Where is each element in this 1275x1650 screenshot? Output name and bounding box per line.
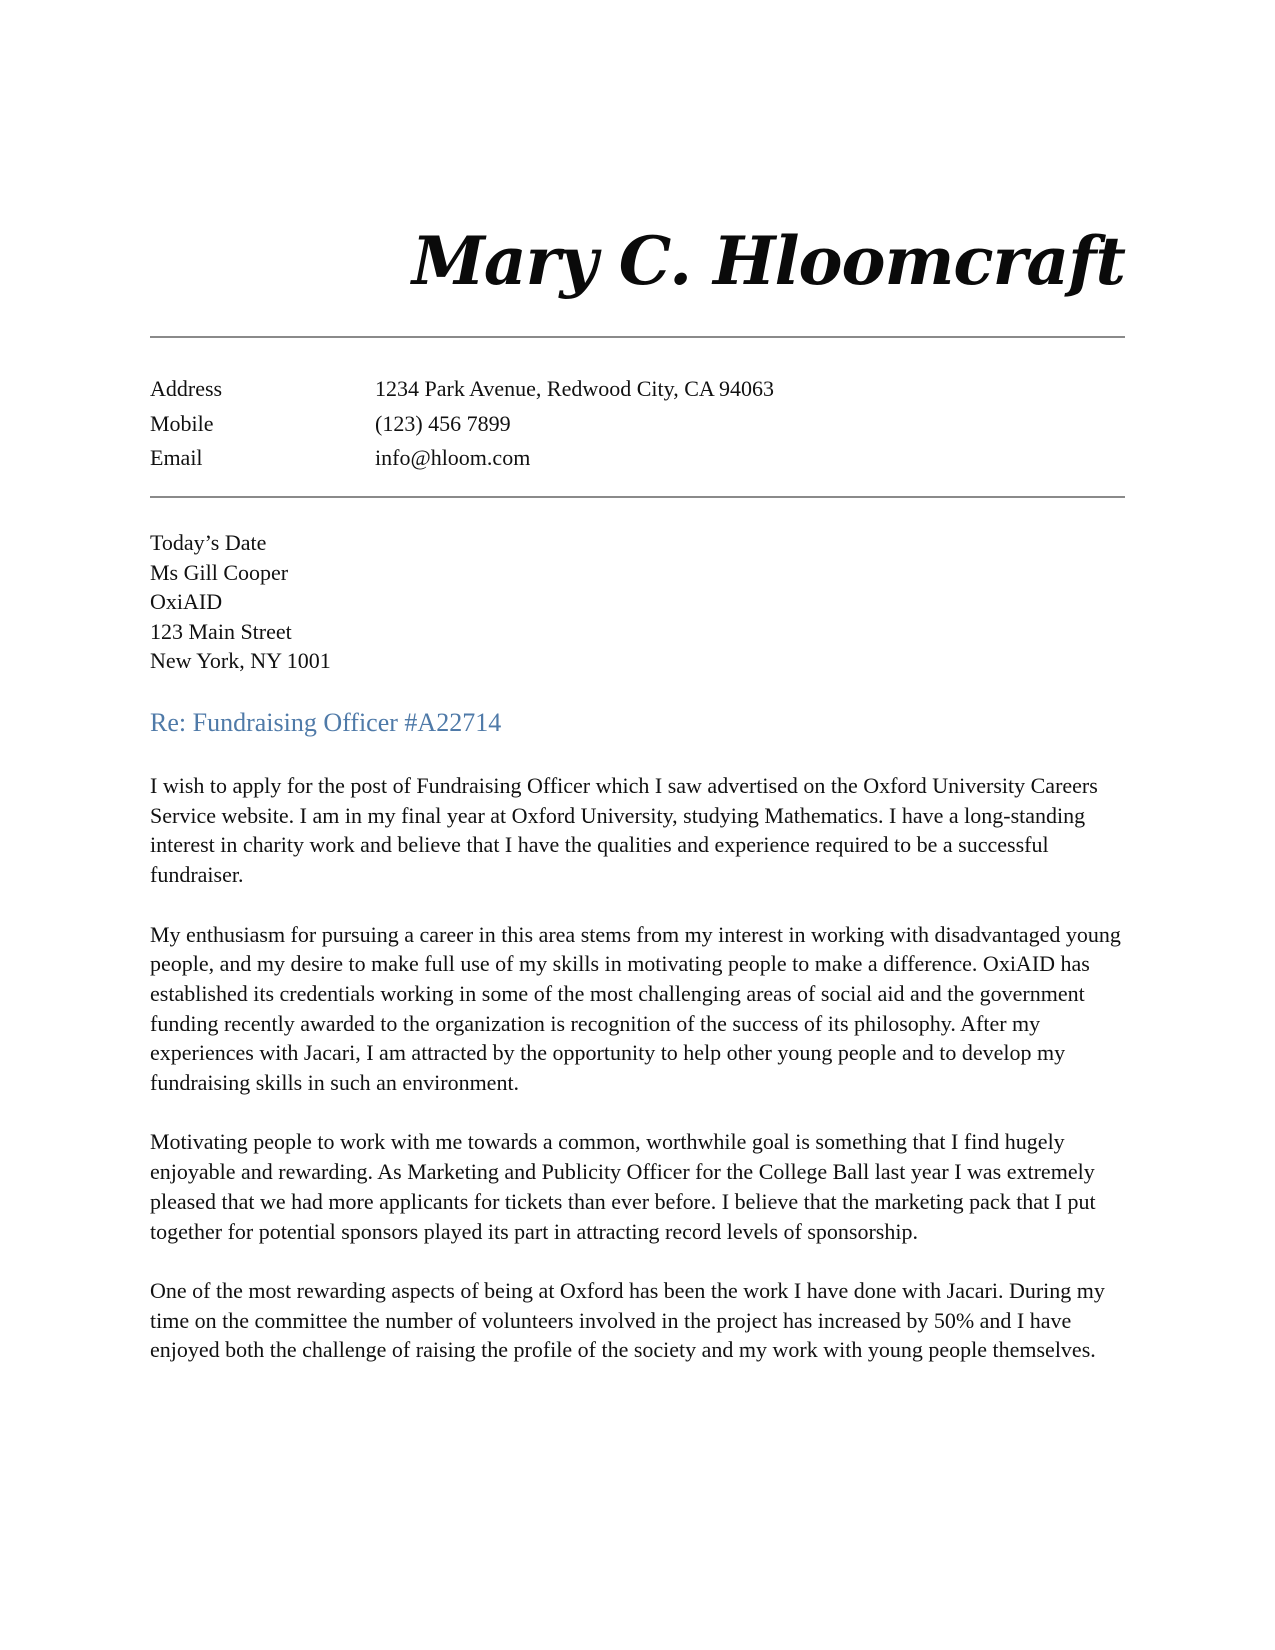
contact-row-address xyxy=(150,372,1125,407)
contact-label: Address xyxy=(150,376,223,401)
contact-value: (123) 456 7899 xyxy=(375,410,511,436)
contact-row-email xyxy=(150,441,1125,476)
body-paragraph: One of the most rewarding aspects of being at Oxford has been the work I have done with Jacari. During my time on the committee the number of volunteers involved in the project has increased by 50% and I have enjoyed both the challenge of raising the profile of the society and my work with young people themselves. xyxy=(150,1277,1105,1363)
letter-body xyxy=(150,771,1135,1395)
header-divider-bottom xyxy=(150,496,1125,498)
contact-label: Email xyxy=(150,445,203,470)
body-paragraph: Motivating people to work with me towards a common, worthwhile goal is something that I find hugely enjoyable and rewarding. As Marketing and Publicity Officer for the College Ball last year I was extremely pleased that we had more applicants for tickets than ever before. I believe that the marketing pack that I put together for potential sponsors played its part in attracting record levels of sponsorship. xyxy=(150,1129,1096,1244)
subject-line: Re: Fundraising Officer #A22714 xyxy=(150,708,502,737)
contact-row-mobile xyxy=(150,407,1125,442)
letter-date: Today’s Date xyxy=(150,530,267,555)
sender-name-heading: Mary C. Hloomcraft xyxy=(411,222,1125,300)
header-divider-top xyxy=(150,336,1125,338)
contact-block xyxy=(150,372,1125,476)
recipient-block xyxy=(150,528,331,676)
recipient-city: New York, NY 1001 xyxy=(150,648,331,673)
body-paragraph: My enthusiasm for pursuing a career in this area stems from my interest in working with disadvantaged young people, and my desire to make full use of my skills in motivating people to make a difference. OxiAID has established its credentials working in some of the most challenging areas of social aid and the government funding recently awarded to the organization is recognition of the success of its philosophy. After my experiences with Jacari, I am attracted by the opportunity to help other young people and to develop my fundraising skills in such an environment. xyxy=(150,921,1121,1096)
recipient-name: Ms Gill Cooper xyxy=(150,559,289,585)
contact-label: Mobile xyxy=(150,410,214,436)
contact-value: 1234 Park Avenue, Redwood City, CA 94063 xyxy=(375,376,775,401)
recipient-company: OxiAID xyxy=(150,589,223,614)
contact-value: info@hloom.com xyxy=(375,445,531,470)
recipient-street: 123 Main Street xyxy=(150,618,292,644)
body-paragraph: I wish to apply for the post of Fundraising Officer which I saw advertised on the Oxford University Careers Service website. I am in my final year at Oxford University, studying Mathematics. I have a long-standing interest in charity work and believe that I have the qualities and experience required to be a successful fundraiser. xyxy=(150,773,1098,888)
